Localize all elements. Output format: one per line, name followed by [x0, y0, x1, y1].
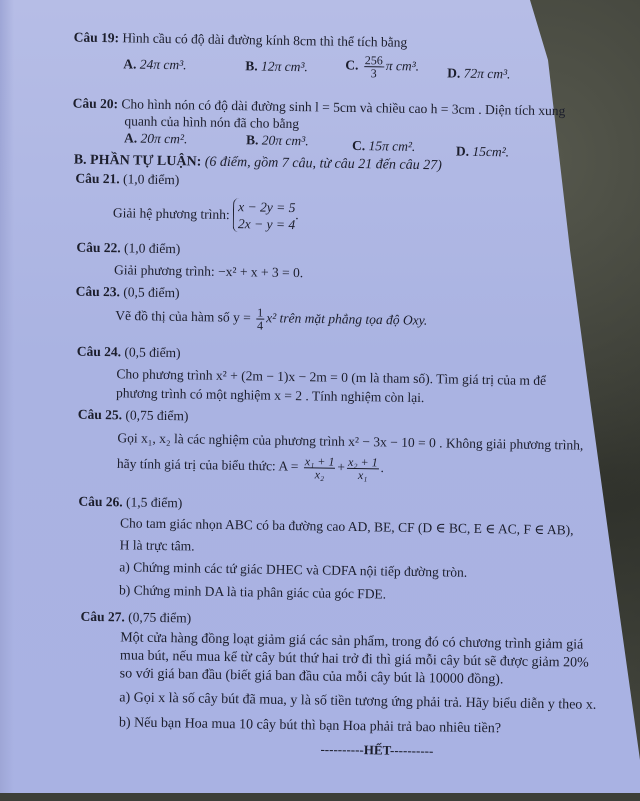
end-mark: ----------HẾT---------- [320, 741, 434, 759]
option-d: D. 72π cm³. [447, 65, 511, 82]
question-24-line2: phương trình có một nghiệm x = 2 . Tính nghiệm còn lại. [115, 385, 425, 406]
question-text: Cho hình nón có độ dài đường sinh l = 5cm và chiều cao h = 3cm . Diện tích xung [121, 96, 566, 119]
option-a: A. 20π cm². [124, 130, 188, 147]
question-22: Câu 22. (1,0 điểm) [76, 239, 181, 257]
option-b: B. 20π cm³. [245, 132, 309, 149]
question-23-body: Vẽ đồ thị của hàm số y = $\frac{1}{4}$ x² trên mặt phẳng tọa độ Oxy. [115, 305, 428, 333]
question-27-line3: so với giá ban đầu (biết giá ban đầu của mỗi cây bút là 10000 đồng). [119, 666, 504, 688]
question-label: Câu 19: [73, 29, 120, 46]
section-title: B. PHẦN TỰ LUẬN: [73, 152, 202, 170]
option-b: B. 12π cm³. [245, 58, 308, 75]
question-27-line1: Một cửa hàng đồng loạt giảm giá các sản phẩm, trong đó có chương trình giảm giá [120, 630, 584, 653]
question-25-line1: Gọi x₁, x₂ là các nghiệm của phương trình x² − 3x − 10 = 0 . Không giải phương trình, [117, 430, 584, 453]
question-23: Câu 23. (0,5 điểm) [75, 283, 180, 301]
question-21-body: Giải hệ phương trình: x − 2y = 5 2x − y = 4 . [112, 199, 299, 233]
question-26: Câu 26. (1,5 điểm) [78, 493, 183, 511]
question-24-line1: Cho phương trình x² + (2m − 1)x − 2m = 0 (m là tham số). Tìm giá trị của m để [116, 366, 547, 389]
question-25: Câu 25. (0,75 điểm) [77, 406, 189, 424]
question-27: Câu 27. (0,75 điểm) [80, 608, 192, 626]
option-a: A. 24π cm³. [123, 56, 187, 73]
question-20-line2: quanh của hình nón đã cho bằng [124, 113, 300, 132]
question-26-line1: Cho tam giác nhọn ABC có ba đường cao AD, BE, CF (D ∈ BC, E ∈ AC, F ∈ AB), [119, 515, 574, 538]
question-19 [74, 30, 408, 51]
question-27-part-b: b) Nếu bạn Hoa mua 10 cây bút thì bạn Hoa phải trả bao nhiêu tiền? [118, 715, 502, 737]
question-26-part-a: a) Chứng minh các tứ giác DHEC và CDFA nội tiếp đường tròn. [119, 559, 468, 580]
fraction: $\frac{256}{3}$ [364, 53, 383, 81]
question-27-line2: mua bút, nếu mua kể từ cây bút thứ hai trở đi thì giá mỗi cây bút sẽ được giảm 20% [119, 648, 589, 671]
question-label: Câu 20: [72, 95, 119, 112]
option-text: 72π cm³. [463, 65, 511, 82]
option-c: C. $\frac{256}{3}$ π cm³. [345, 53, 420, 81]
question-22-body: Giải phương trình: −x² + x + 3 = 0. [113, 262, 304, 281]
question-26-line2: H là trực tâm. [119, 537, 195, 554]
question-27-part-a: a) Gọi x là số cây bút đã mua, y là số tiền tương ứng phải trả. Hãy biểu diễn y theo x. [119, 690, 597, 713]
question-26-part-b: b) Chứng minh DA là tia phân giác của góc FDE. [118, 582, 387, 602]
option-d: D. 15cm². [455, 143, 510, 160]
section-subtitle: (6 điểm, gồm 7 câu, từ câu 21 đến câu 27) [204, 154, 442, 174]
option-c: C. 15π cm². [351, 137, 416, 154]
option-text: 24π cm³. [139, 56, 187, 73]
question-21: Câu 21. (1,0 điểm) [75, 170, 180, 188]
question-24: Câu 24. (0,5 điểm) [76, 343, 181, 361]
option-text: 12π cm³. [260, 58, 308, 75]
question-25-line2: hãy tính giá trị của biểu thức: A = $\frac{\text{x₁ + 1}}{\text{x₂}}$ + $\frac{\text{x₂ + 1}}{\text{x₁}}$ . [116, 454, 385, 483]
equation-system: x − 2y = 5 2x − y = 4 [233, 198, 296, 233]
question-text: Hình cầu có độ dài đường kính 8cm thì thể tích bằng [122, 30, 408, 50]
